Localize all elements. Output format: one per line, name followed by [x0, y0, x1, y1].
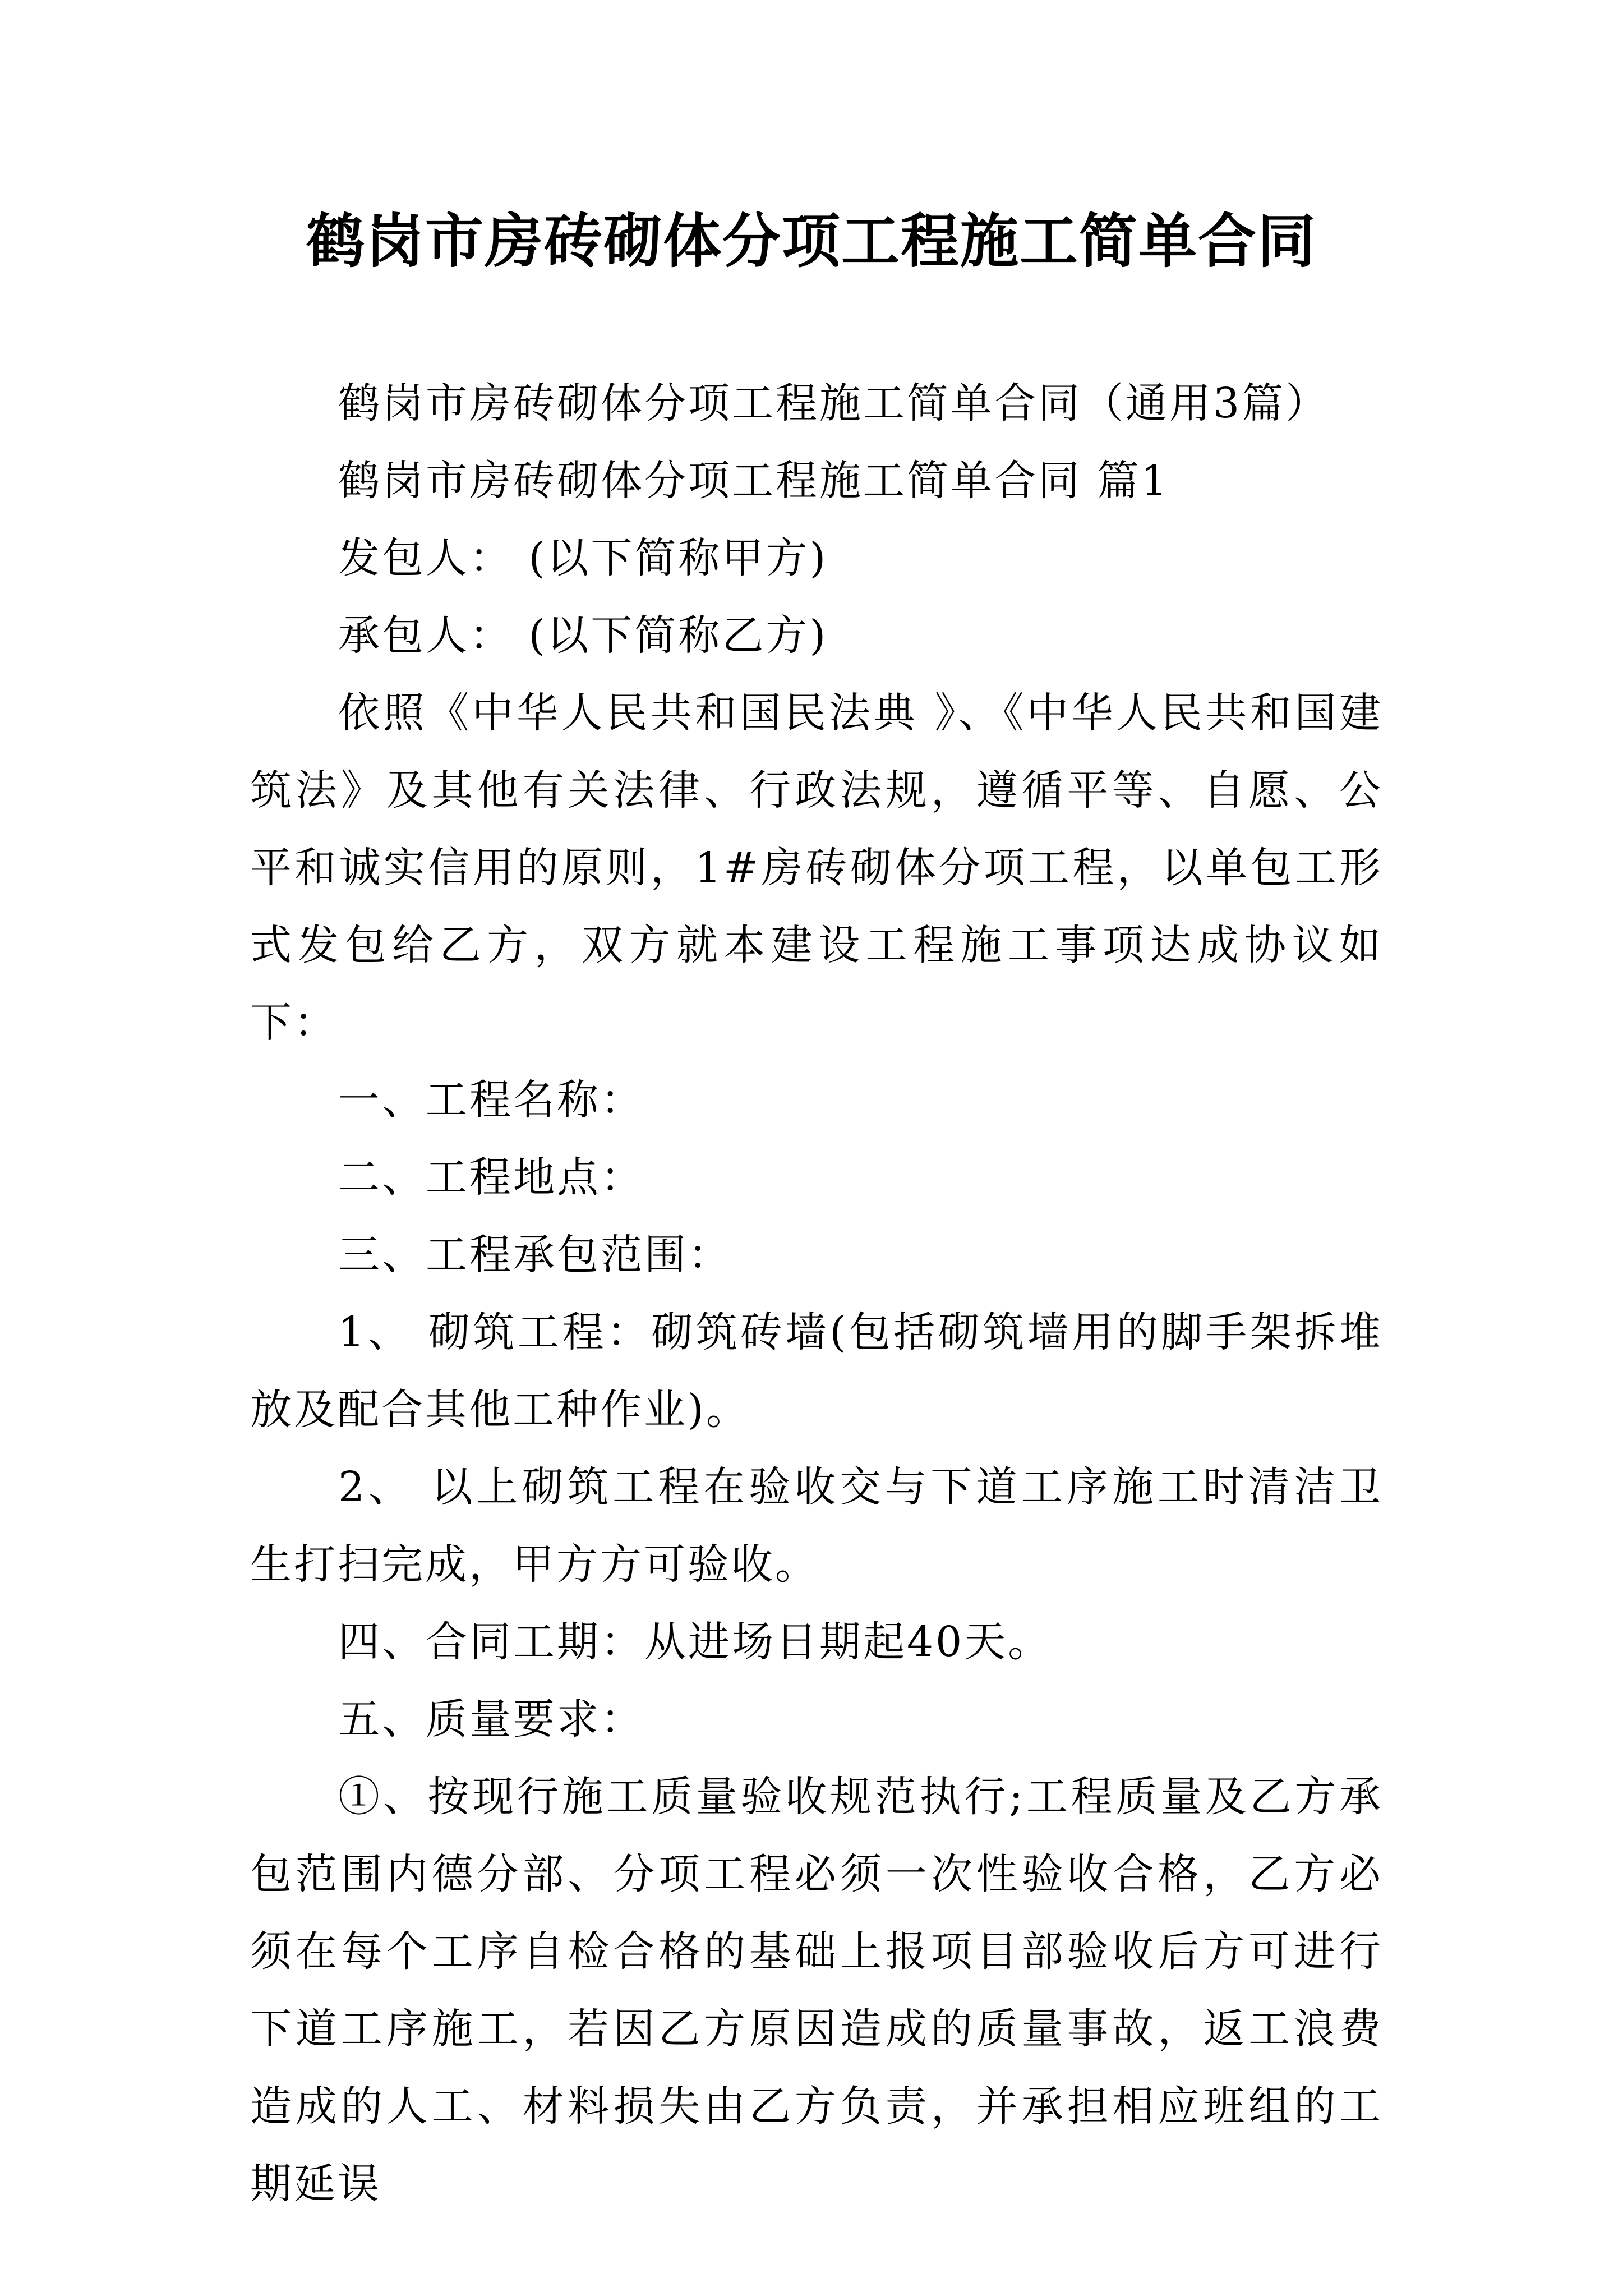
- paragraph-quality-heading: 五、质量要求：: [338, 1695, 644, 1743]
- paragraph-section-heading: 鹤岗市房砖砌体分项工程施工简单合同 篇1: [338, 457, 1170, 505]
- paragraph-scope-item-1: 1、 砌筑工程：砌筑砖墙(包括砌筑墙用的脚手架拆堆放及配合其他工种作业)。: [250, 1308, 1383, 1434]
- paragraph-duration: 四、合同工期：从进场日期起40天。: [338, 1618, 1052, 1666]
- paragraph-quality-item-1: ①、按现行施工质量验收规范执行;工程质量及乙方承包范围内德分部、分项工程必须一次性验收合格，乙方必须在每个工序自检合格的基础上报项目部验收后方可进行下道工序施工，若因乙方原因造成的质量事故，返工浪费造成的人工、材料损失由乙方负责，并承担相应班组的工期延误: [250, 1773, 1383, 2208]
- paragraph-project-name: 一、工程名称：: [338, 1076, 644, 1124]
- paragraph-party-a: 发包人： (以下简称甲方): [338, 534, 828, 582]
- paragraph-preamble: 依照《中华人民共和国民法典 》、《中华人民共和国建筑法》及其他有关法律、行政法规，遵循平等、自愿、公平和诚实信用的原则，1#房砖砌体分项工程，以单包工形式发包给乙方，双方就本建设工程施工事项达成协议如下：: [250, 689, 1383, 1047]
- paragraph-scope-heading: 三、工程承包范围：: [338, 1231, 732, 1279]
- paragraph-subtitle: 鹤岗市房砖砌体分项工程施工简单合同（通用3篇）: [338, 379, 1330, 427]
- paragraph-scope-item-2: 2、 以上砌筑工程在验收交与下道工序施工时清洁卫生打扫完成，甲方方可验收。: [250, 1463, 1383, 1589]
- document-body: [250, 365, 1383, 2223]
- paragraph-project-location: 二、工程地点：: [338, 1153, 644, 1202]
- paragraph-party-b: 承包人： (以下简称乙方): [338, 611, 828, 660]
- document-title: 鹤岗市房砖砌体分项工程施工简单合同: [306, 206, 1317, 275]
